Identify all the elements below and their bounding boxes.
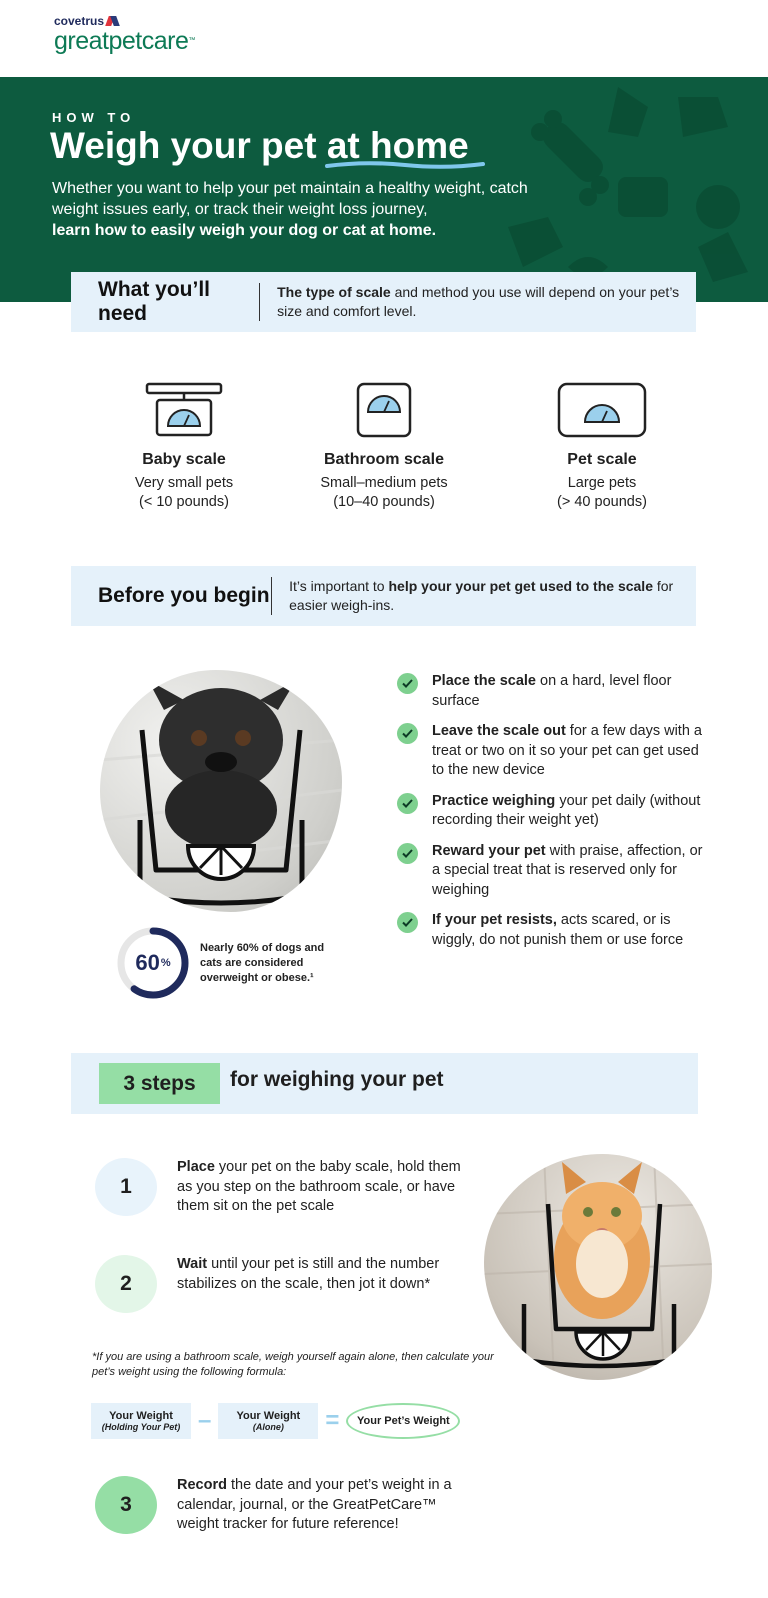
title-main: Weigh your pet bbox=[50, 125, 317, 166]
title-underline-icon bbox=[325, 160, 485, 170]
scale-name: Pet scale bbox=[567, 451, 637, 468]
steps-title: for weighing your pet bbox=[230, 1068, 444, 1091]
step-text bbox=[177, 1255, 467, 1294]
stat-value bbox=[115, 925, 191, 1001]
list-item bbox=[397, 792, 707, 831]
scale-desc-line1: Large pets bbox=[567, 475, 637, 491]
baby-scale-icon bbox=[94, 378, 274, 438]
list-item-text bbox=[432, 842, 707, 901]
item-bold: Leave the scale out bbox=[432, 723, 566, 739]
step-text bbox=[177, 1476, 467, 1535]
step-3 bbox=[95, 1476, 467, 1535]
step-bold: Place bbox=[177, 1159, 215, 1175]
list-item bbox=[397, 672, 707, 711]
scale-desc bbox=[94, 474, 274, 512]
item-rest: for a few days with a treat or two on it so your pet can get used to the new device bbox=[432, 723, 702, 778]
before-you-begin-desc bbox=[289, 577, 696, 615]
scale-desc-line2: (> 40 pounds) bbox=[557, 494, 647, 510]
scale-card-baby bbox=[94, 378, 274, 512]
list-item bbox=[397, 722, 707, 781]
scale-card-pet bbox=[512, 378, 692, 512]
minus-icon: – bbox=[198, 1407, 212, 1434]
step-1 bbox=[95, 1158, 467, 1217]
dog-on-scale-photo bbox=[100, 670, 342, 912]
trademark-symbol: ™ bbox=[188, 37, 195, 44]
item-bold: Practice weighing bbox=[432, 792, 556, 809]
hero-kicker: HOW TO bbox=[52, 110, 136, 125]
hero-banner bbox=[0, 77, 768, 302]
overweight-stat bbox=[115, 925, 340, 1001]
intro-regular: Whether you want to help your pet maintain a healthy weight, catch weight issues early, or track their weight loss journey, bbox=[52, 180, 528, 218]
scale-desc-line2: (10–40 pounds) bbox=[333, 494, 435, 510]
what-you-need-title: What you’ll need bbox=[98, 278, 210, 325]
what-you-need-desc bbox=[277, 283, 696, 321]
list-item bbox=[397, 842, 707, 901]
scale-card-bathroom bbox=[294, 378, 474, 512]
band-divider bbox=[259, 283, 260, 321]
scale-desc-line1: Small–medium pets bbox=[320, 475, 448, 491]
list-item-text bbox=[432, 672, 707, 711]
item-bold: If your pet resists, bbox=[432, 912, 557, 928]
formula-alone-box bbox=[218, 1403, 318, 1439]
check-icon bbox=[397, 723, 418, 744]
item-bold: Place the scale bbox=[432, 673, 536, 689]
steps-band bbox=[71, 1053, 698, 1114]
step-rest: the date and your pet’s weight in a calendar, journal, or the GreatPetCare™ weight tracker for future reference! bbox=[177, 1477, 452, 1532]
equals-icon: = bbox=[325, 1407, 340, 1434]
what-you-need-band bbox=[71, 272, 696, 332]
page-title bbox=[50, 125, 469, 167]
intro-bold: learn how to easily weigh your dog or cat at home. bbox=[52, 222, 437, 239]
formula-holding-box bbox=[91, 1403, 191, 1439]
step-number: 2 bbox=[95, 1255, 157, 1313]
scale-name: Bathroom scale bbox=[323, 451, 445, 468]
step-text bbox=[177, 1158, 467, 1217]
step-2 bbox=[95, 1255, 467, 1313]
dog-illustration-icon bbox=[100, 670, 342, 912]
stat-number: 60 bbox=[135, 950, 160, 975]
list-item bbox=[397, 911, 707, 950]
title-highlight-text: at home bbox=[326, 125, 469, 166]
scale-desc bbox=[512, 474, 692, 512]
step-rest: your pet on the baby scale, hold them as you step on the bathroom scale, or have them sit on the pet scale bbox=[177, 1159, 461, 1214]
begin-desc-bold: help your your pet get used to the scale bbox=[388, 578, 653, 594]
need-desc-bold: The type of scale bbox=[277, 284, 391, 300]
stat-text: Nearly 60% of dogs and cats are considered overweight or obese.¹ bbox=[200, 941, 325, 984]
item-bold: Reward your pet bbox=[432, 842, 546, 859]
step-bold: Record bbox=[177, 1477, 227, 1493]
begin-desc-rest: for easier weigh-ins. bbox=[289, 578, 674, 613]
check-icon bbox=[397, 843, 418, 864]
item-rest: your pet daily (without recording their weight yet) bbox=[432, 792, 701, 828]
scale-name: Baby scale bbox=[142, 451, 226, 468]
need-desc-rest: and method you use will depend on your pet’s size and comfort level. bbox=[277, 284, 680, 319]
steps-pill: 3 steps bbox=[99, 1063, 220, 1104]
cat-on-scale-photo bbox=[484, 1154, 712, 1380]
brand-logo bbox=[54, 14, 195, 54]
list-item-text bbox=[432, 911, 707, 950]
stat-unit: % bbox=[160, 957, 171, 969]
step-rest: until your pet is still and the number stabilizes on the scale, then jot it down* bbox=[177, 1256, 440, 1292]
pet-scale-icon bbox=[512, 378, 692, 438]
begin-desc-regular: It’s important to bbox=[289, 578, 389, 594]
list-item-text bbox=[432, 792, 707, 831]
before-you-begin-title: Before you begin bbox=[98, 584, 270, 607]
check-icon bbox=[397, 912, 418, 933]
greatpetcare-label: greatpetcare bbox=[54, 27, 189, 55]
cat-illustration-icon bbox=[484, 1154, 712, 1380]
scale-desc-line1: Very small pets bbox=[134, 475, 234, 491]
check-icon bbox=[397, 673, 418, 694]
covetrus-mark-icon bbox=[107, 16, 119, 26]
before-you-begin-band bbox=[71, 566, 696, 626]
scale-desc-line2: (< 10 pounds) bbox=[139, 494, 229, 510]
item-rest: with praise, affection, or a special treat that is reserved only for weighing bbox=[432, 842, 703, 898]
formula-a-title: Your Weight bbox=[109, 1410, 173, 1422]
weight-formula bbox=[91, 1400, 460, 1442]
list-item-text bbox=[432, 722, 707, 781]
step-bold: Wait bbox=[177, 1256, 208, 1272]
prep-checklist bbox=[397, 672, 707, 961]
check-icon bbox=[397, 793, 418, 814]
covetrus-label: covetrus bbox=[54, 14, 105, 28]
bathroom-scale-icon bbox=[294, 378, 474, 438]
step-number: 3 bbox=[95, 1476, 157, 1534]
formula-a-sub: (Holding Your Pet) bbox=[101, 1422, 181, 1432]
scale-desc bbox=[294, 474, 474, 512]
formula-b-sub: (Alone) bbox=[252, 1422, 284, 1432]
formula-b-title: Your Weight bbox=[236, 1410, 301, 1422]
greatpetcare-wordmark bbox=[54, 28, 195, 54]
stat-ring bbox=[115, 925, 191, 1001]
formula-note: *If you are using a bathroom scale, weigh yourself again alone, then calculate your pet’s weight using the following formula: bbox=[92, 1351, 494, 1378]
covetrus-wordmark bbox=[54, 14, 195, 28]
title-highlight bbox=[327, 125, 469, 166]
band-divider bbox=[271, 577, 272, 615]
formula-result: Your Pet’s Weight bbox=[346, 1403, 460, 1439]
item-rest: acts scared, or is wiggly, do not punish them or use force bbox=[432, 912, 684, 948]
hero-intro bbox=[52, 178, 572, 241]
item-rest: on a hard, level floor surface bbox=[432, 673, 672, 709]
step-number: 1 bbox=[95, 1158, 157, 1216]
